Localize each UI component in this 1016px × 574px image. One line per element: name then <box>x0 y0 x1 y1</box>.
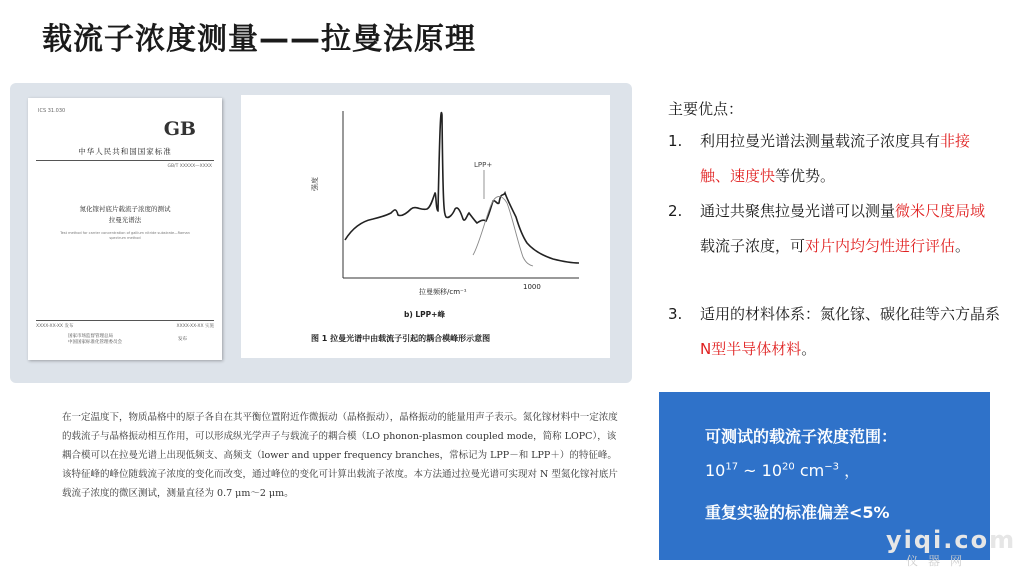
advantage-item-2: 2. 通过共聚焦拉曼光谱可以测量微米尺度局域载流子浓度，可对片内均匀性进行评估。 <box>668 202 986 255</box>
y-axis-label: 强度 <box>311 177 319 191</box>
std-deviation-text: 重复实验的标准偏差<5% <box>705 503 890 522</box>
x-tick-1000: 1000 <box>523 283 541 291</box>
advantages-heading: 主要优点： <box>668 100 744 118</box>
advantage-item-3: 3. 适用的材料体系：氮化镓、碳化硅等六方晶系N型半导体材料。 <box>668 305 1001 358</box>
gb-logo: GB <box>163 118 196 140</box>
watermark-name: 仪器网 <box>906 554 973 568</box>
raman-spectrum-plot <box>241 95 610 358</box>
page-title: 载流子浓度测量——拉曼法原理 <box>42 22 476 57</box>
standard-issue: 发布 <box>178 337 187 342</box>
watermark-url: yiqi.com <box>886 526 1016 554</box>
standard-ics: ICS 31.030 <box>38 108 66 114</box>
figure-caption: 图 1 拉曼光谱中由载流子引起的耦合模峰形示意图 <box>311 334 491 343</box>
standard-cover <box>28 98 222 360</box>
standard-code: GB/T XXXXX—XXXX <box>167 164 212 169</box>
principle-paragraph: 在一定温度下，物质晶格中的原子各自在其平衡位置附近作微振动（晶格振动），晶格振动的能量用声子表示。氮化镓材料中一定浓度的载流子与晶格振动相互作用，可以形成纵光学声子与载流子的耦合模（LO phonon-plasmon coupled mode，简称 LOPC），该耦合模可以在拉曼光谱上出现低频支、高频支（lower and upper frequency branches，常标记为 LPP－和 LPP＋）的特征峰。该特征峰的峰位随载流子浓度的变化而改变，通过峰位的变化可计算出载流子浓度。本方法通过拉曼光谱可实现对 N 型氮化镓衬底片载流子浓度的微区测试，测量直径为 0.7 μm～2 μm。 <box>62 412 618 499</box>
advantage-item-1: 1. 利用拉曼光谱法测量载流子浓度具有非接触、速度快等优势。 <box>668 132 971 185</box>
range-value: $10^{17}$ ~ $10^{20}$ $cm^{-3}$ ， <box>705 461 861 480</box>
range-heading: 可测试的载流子浓度范围： <box>705 427 898 446</box>
standard-title: 氮化镓衬底片载流子浓度的测试 拉曼光谱法 <box>79 205 171 224</box>
standard-issuer: 国家市场监督管理总局 中国国家标准化管理委员会 <box>68 334 122 345</box>
standard-dates: XXXX-XX-XX 发布 XXXX-XX-XX 实施 <box>36 320 214 329</box>
spectrum-curve <box>345 112 579 263</box>
raman-figure <box>241 95 610 358</box>
standard-english-title: Test method for carrier concentration of gallium nitride substrate—Raman spectrum method <box>60 231 190 240</box>
lpp-fit-curve <box>473 196 533 266</box>
sub-figure-label: b) LPP+峰 <box>404 310 445 319</box>
standard-org: 中华人民共和国国家标准 <box>36 146 214 161</box>
x-axis-label: 拉曼频移/cm⁻¹ <box>419 288 467 296</box>
lpp-peak-label: LPP+ <box>474 161 493 169</box>
